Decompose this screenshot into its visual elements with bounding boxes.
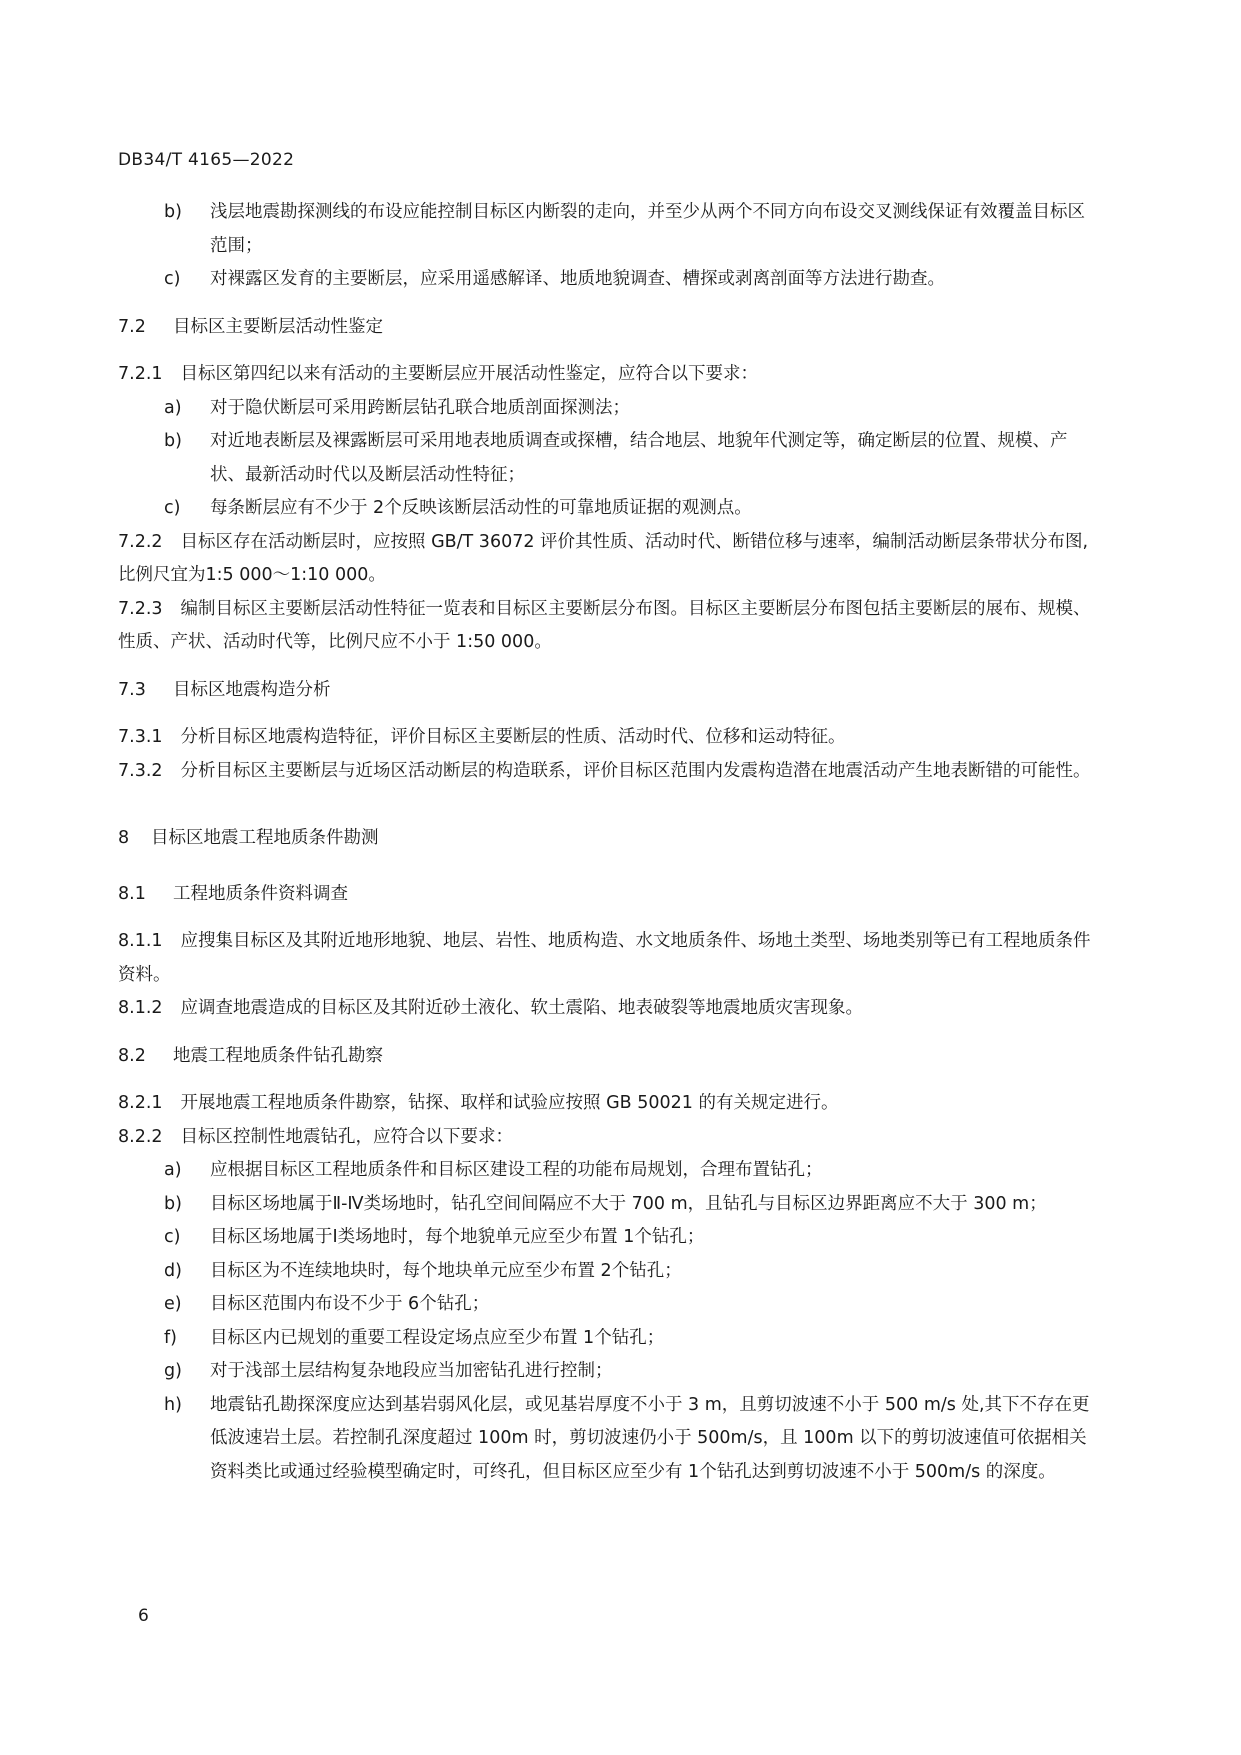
chapter-heading [118, 822, 1098, 856]
clause-paragraph [118, 526, 1098, 593]
list-item-marker: b) [164, 202, 182, 222]
section-heading [118, 311, 1098, 345]
clause-number: 8.1.2 [118, 998, 163, 1018]
heading-title: 目标区地震工程地质条件勘测 [151, 828, 379, 848]
list-item-marker: c) [164, 498, 181, 518]
clause-paragraph [118, 925, 1098, 992]
list-item-text: 目标区内已规划的重要工程设定场点应至少布置 1个钻孔； [210, 1327, 665, 1348]
section-heading [118, 878, 1098, 912]
list-item-text: 应根据目标区工程地质条件和目标区建设工程的功能布局规划，合理布置钻孔； [210, 1160, 823, 1180]
clause-text: 分析目标区地震构造特征，评价目标区主要断层的性质、活动时代、位移和运动特征。 [180, 727, 846, 747]
clause-text: 目标区控制性地震钻孔，应符合以下要求： [180, 1126, 514, 1147]
clause-paragraph [118, 1121, 1098, 1155]
list-item-marker: b) [164, 431, 182, 451]
list-item [118, 425, 1098, 492]
clause-text: 开展地震工程地质条件勘察，钻探、取样和试验应按照 GB 50021 的有关规定进行。 [180, 1093, 839, 1113]
heading-number: 7.2 [118, 316, 146, 337]
document-code-header: DB34/T 4165—2022 [118, 150, 295, 170]
clause-number: 8.1.1 [118, 931, 163, 951]
clause-text: 目标区第四纪以来有活动的主要断层应开展活动性鉴定，应符合以下要求： [180, 364, 759, 384]
list-item-text: 目标区场地属于Ⅱ-Ⅳ类场地时，钻孔空间间隔应不大于 700 m，且钻孔与目标区边界距离应不大于 300 m； [210, 1193, 1047, 1214]
heading-number: 8 [118, 828, 130, 848]
list-item-marker: g) [164, 1361, 182, 1381]
page-number: 6 [138, 1606, 149, 1626]
list-item-marker: b) [164, 1193, 182, 1214]
list-item-marker: c) [164, 269, 181, 289]
heading-title: 地震工程地质条件钻孔勘察 [173, 1045, 383, 1066]
clause-number: 7.2.3 [118, 598, 163, 619]
clause-number: 7.3.1 [118, 727, 163, 747]
clause-text: 应调查地震造成的目标区及其附近砂土液化、软土震陷、地表破裂等地震地质灾害现象。 [180, 998, 864, 1018]
clause-number: 8.2.2 [118, 1126, 163, 1147]
list-item-marker: h) [164, 1394, 182, 1415]
heading-number: 8.1 [118, 883, 146, 904]
clause-number: 7.2.1 [118, 364, 163, 384]
clause-text: 分析目标区主要断层与近场区活动断层的构造联系，评价目标区范围内发震构造潜在地震活动产生地表断错的可能性。 [180, 760, 1091, 781]
heading-title: 目标区主要断层活动性鉴定 [173, 316, 383, 337]
clause-paragraph [118, 358, 1098, 392]
list-item [118, 492, 1098, 526]
list-item-text: 对于浅部土层结构复杂地段应当加密钻孔进行控制； [210, 1361, 613, 1381]
list-item [118, 1322, 1098, 1356]
list-item-text: 对于隐伏断层可采用跨断层钻孔联合地质剖面探测法； [210, 397, 630, 418]
section-heading [118, 1040, 1098, 1074]
list-item-marker: e) [164, 1294, 182, 1314]
list-item-text: 地震钻孔勘探深度应达到基岩弱风化层，或见基岩厚度不小于 3 m，且剪切波速不小于 500 m/s 处,其下不存在更低波速岩土层。若控制孔深度超过 100m 时，剪切波速仍小于 500m/s，且 100m 以下的剪切波速值可依据相关资料类比或通过经验模型确定时，可终孔，但目标区应至少有 1个钻孔达到剪切波速不小于 500m/s 的深度。 [210, 1394, 1090, 1482]
heading-number: 7.3 [118, 679, 146, 700]
clause-paragraph [118, 721, 1098, 755]
list-item [118, 392, 1098, 426]
clause-paragraph [118, 593, 1098, 660]
list-item [118, 1389, 1098, 1490]
list-item [118, 1221, 1098, 1255]
list-item [118, 1188, 1098, 1222]
clause-paragraph [118, 1087, 1098, 1121]
clause-number: 7.3.2 [118, 760, 163, 781]
list-item-marker: a) [164, 1160, 182, 1180]
clause-number: 7.2.2 [118, 531, 163, 552]
list-item [118, 196, 1098, 263]
heading-number: 8.2 [118, 1045, 146, 1066]
list-item-text: 浅层地震勘探测线的布设应能控制目标区内断裂的走向，并至少从两个不同方向布设交叉测线保证有效覆盖目标区范围； [210, 202, 1085, 256]
clause-paragraph [118, 755, 1098, 789]
section-heading [118, 674, 1098, 708]
heading-title: 目标区地震构造分析 [173, 679, 331, 700]
clause-text: 编制目标区主要断层活动性特征一览表和目标区主要断层分布图。目标区主要断层分布图包括主要断层的展布、规模、性质、产状、活动时代等，比例尺应不小于 1:50 000。 [118, 598, 1091, 652]
list-item [118, 1255, 1098, 1289]
heading-title: 工程地质条件资料调查 [173, 883, 348, 904]
list-item-text: 目标区范围内布设不少于 6个钻孔； [210, 1294, 490, 1314]
list-item [118, 1288, 1098, 1322]
list-item-text: 目标区场地属于Ⅰ类场地时，每个地貌单元应至少布置 1个钻孔； [210, 1227, 705, 1247]
list-item-text: 目标区为不连续地块时，每个地块单元应至少布置 2个钻孔； [210, 1260, 682, 1281]
list-item-marker: f) [164, 1327, 177, 1348]
list-item [118, 1355, 1098, 1389]
clause-number: 8.2.1 [118, 1093, 163, 1113]
clause-text: 目标区存在活动断层时，应按照 GB/T 36072 评价其性质、活动时代、断错位移与速率，编制活动断层条带状分布图,比例尺宜为1:5 000～1:10 000。 [118, 531, 1089, 585]
clause-paragraph [118, 992, 1098, 1026]
list-item [118, 263, 1098, 297]
list-item-text: 对裸露区发育的主要断层，应采用遥感解译、地质地貌调查、槽探或剥离剖面等方法进行勘查。 [210, 269, 945, 289]
list-item-text: 对近地表断层及裸露断层可采用地表地质调查或探槽，结合地层、地貌年代测定等，确定断层的位置、规模、产状、最新活动时代以及断层活动性特征； [210, 431, 1068, 485]
clause-text: 应搜集目标区及其附近地形地貌、地层、岩性、地质构造、水文地质条件、场地土类型、场地类别等已有工程地质条件资料。 [118, 931, 1091, 985]
document-body [118, 196, 1098, 1489]
list-item-marker: d) [164, 1260, 182, 1281]
list-item-text: 每条断层应有不少于 2个反映该断层活动性的可靠地质证据的观测点。 [210, 498, 752, 518]
list-item [118, 1154, 1098, 1188]
list-item-marker: c) [164, 1227, 181, 1247]
list-item-marker: a) [164, 397, 182, 418]
